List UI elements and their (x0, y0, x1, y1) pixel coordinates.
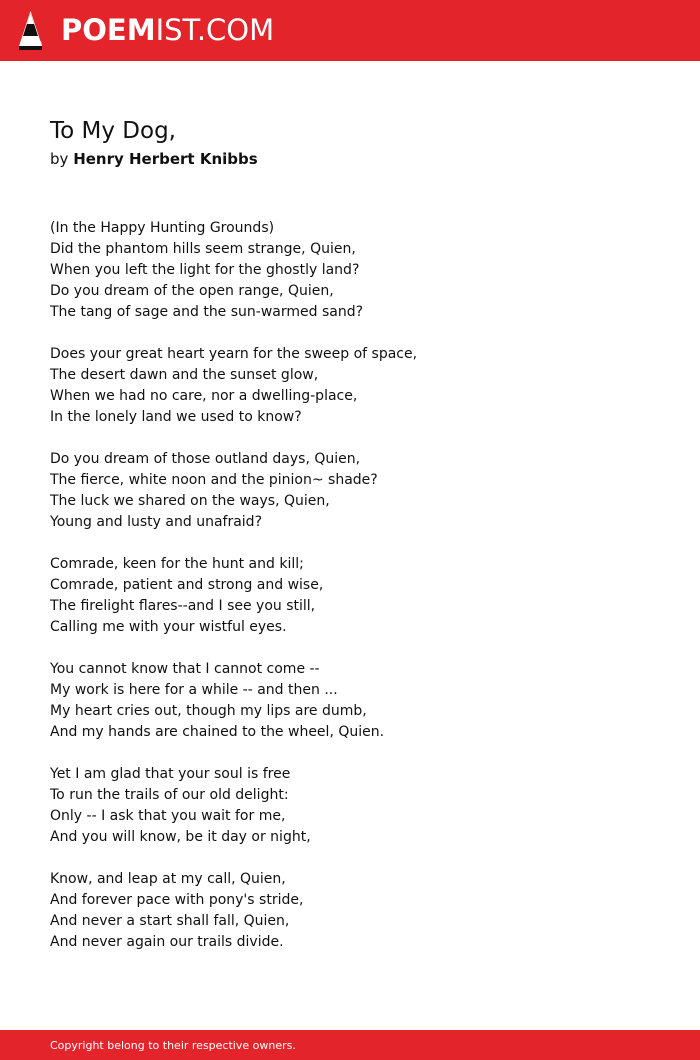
by-label: by (50, 150, 69, 168)
poem-line: And forever pace with pony's stride, (50, 892, 304, 908)
poem-line: Does your great heart yearn for the sweep of space, (50, 346, 418, 362)
poem-line: My work is here for a while -- and then ... (50, 682, 338, 698)
poem-stanza (50, 344, 670, 428)
poem-byline (50, 148, 258, 170)
poem-line: Young and lusty and unafraid? (50, 514, 262, 530)
poem-stanza (50, 218, 670, 323)
poem-line: Know, and leap at my call, Quien, (50, 871, 286, 887)
poem-line: To run the trails of our old delight: (50, 787, 289, 803)
poem-line: Did the phantom hills seem strange, Quien, (50, 241, 356, 257)
poem-line: Only -- I ask that you wait for me, (50, 808, 286, 824)
poem-line: The desert dawn and the sunset glow, (50, 367, 319, 383)
poem-author: Henry Herbert Knibbs (73, 150, 258, 168)
poem-stanza (50, 449, 670, 533)
poem-line: The fierce, white noon and the pinion~ shade? (50, 472, 378, 488)
poem-line: The tang of sage and the sun-warmed sand? (50, 304, 364, 320)
poem-line: Do you dream of those outland days, Quien, (50, 451, 361, 467)
logo-text-bold: POEM (61, 13, 156, 47)
poem-line: And never again our trails divide. (50, 934, 284, 950)
site-footer (0, 1030, 700, 1060)
poem-stanza (50, 554, 670, 638)
poem-line: The luck we shared on the ways, Quien, (50, 493, 330, 509)
poem-line: Comrade, keen for the hunt and kill; (50, 556, 304, 572)
poem-line: Yet I am glad that your soul is free (50, 766, 291, 782)
poem-line: And you will know, be it day or night, (50, 829, 311, 845)
poem-stanza (50, 869, 670, 953)
site-logo[interactable] (61, 12, 274, 48)
pencil-icon (18, 10, 43, 50)
poem-title: To My Dog, (50, 118, 176, 144)
poem-line: When you left the light for the ghostly land? (50, 262, 360, 278)
poem-stanza (50, 659, 670, 743)
poem-line: And never a start shall fall, Quien, (50, 913, 290, 929)
copyright-text: Copyright belong to their respective owners. (50, 1039, 296, 1052)
poem-line: And my hands are chained to the wheel, Quien. (50, 724, 385, 740)
poem-stanza (50, 764, 670, 848)
poem-body (50, 218, 670, 974)
poem-line: You cannot know that I cannot come -- (50, 661, 320, 677)
poem-line: My heart cries out, though my lips are dumb, (50, 703, 367, 719)
poem-line: The firelight flares--and I see you still, (50, 598, 316, 614)
poem-line: When we had no care, nor a dwelling-place, (50, 388, 358, 404)
poem-line: In the lonely land we used to know? (50, 409, 302, 425)
poem-line: (In the Happy Hunting Grounds) (50, 220, 275, 236)
poem-line: Comrade, patient and strong and wise, (50, 577, 324, 593)
site-header (0, 0, 700, 61)
poem-line: Do you dream of the open range, Quien, (50, 283, 334, 299)
poem-line: Calling me with your wistful eyes. (50, 619, 287, 635)
logo-text-light: IST.COM (155, 13, 275, 47)
